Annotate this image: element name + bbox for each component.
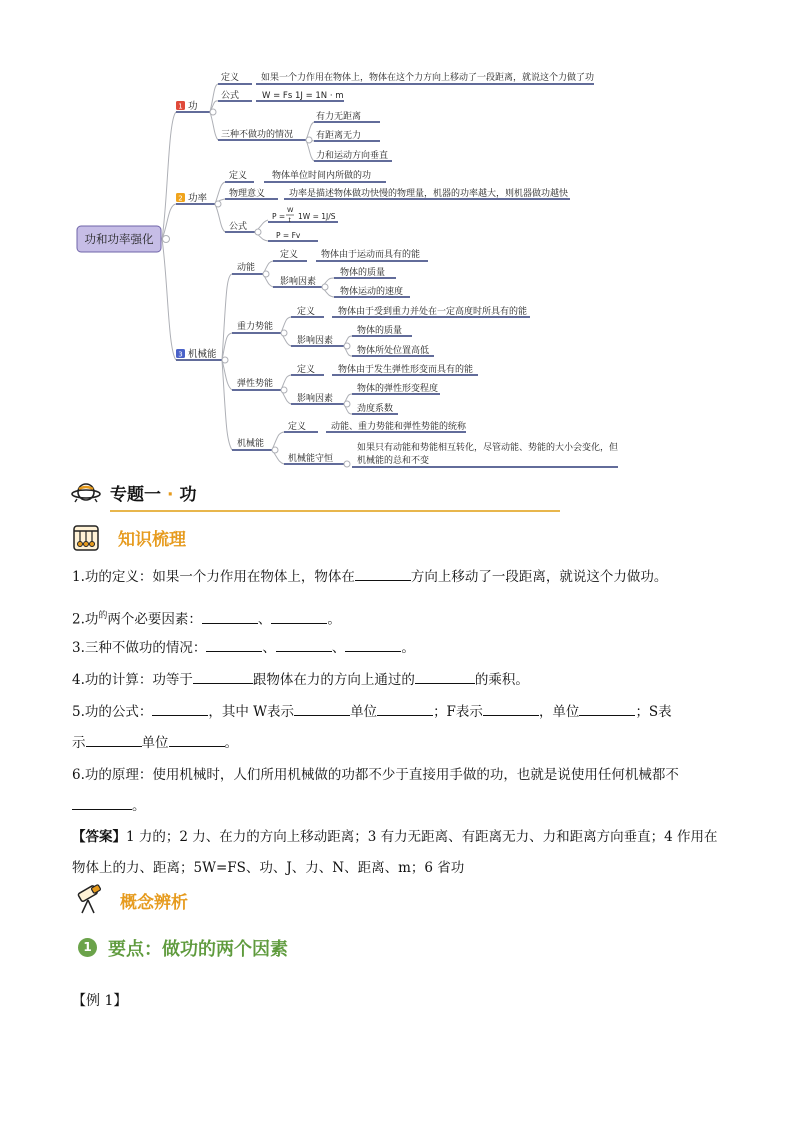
- kinetic-def-text: 物体由于运动而具有的能: [321, 250, 421, 260]
- mech-def-text: 动能、重力势能和弹性势能的统称: [331, 422, 467, 432]
- blank: [276, 637, 332, 652]
- gravity-label: 重力势能: [237, 322, 274, 332]
- b1-cases-label: 三种不做功的情况: [221, 130, 294, 140]
- blank: [579, 701, 635, 716]
- blank: [206, 637, 262, 652]
- telescope-icon: [72, 884, 104, 916]
- question-6: 6.功的原理：使用机械时，人们所用机械做的功都不少于直接用手做的功，也就是说使用任何机械都不 。: [72, 767, 679, 814]
- mech-def-label: 定义: [288, 422, 307, 432]
- b2-def-text: 物体单位时间内所做的功: [272, 171, 372, 181]
- b2-formula2: P = Fv: [276, 231, 301, 240]
- blank: [169, 732, 225, 747]
- abacus-icon: [72, 524, 100, 552]
- concept-title: 概念辨析: [120, 893, 188, 913]
- topic-title: 专题一: [110, 485, 161, 505]
- blank: [72, 795, 132, 810]
- answer-label: 【答案】: [72, 829, 126, 845]
- b2-formula1-num: W: [287, 206, 294, 214]
- topic-header: [70, 476, 570, 510]
- question-1: 1.功的定义：如果一个力作用在物体上，物体在 方向上移动了一段距离，就说这个力做功。: [72, 562, 724, 593]
- blank: [294, 701, 350, 716]
- svg-text:1: 1: [178, 102, 183, 111]
- blank: [202, 609, 258, 624]
- question-2: 2.功$^的$两个必要因素： 、 。: [72, 601, 724, 636]
- b1-def-text: 如果一个力作用在物体上，物体在这个力方向上移动了一段距离，就说这个力做了功: [261, 73, 595, 83]
- elastic-def-label: 定义: [297, 365, 316, 375]
- planet-icon: [70, 478, 102, 508]
- gravity-factor-label: 影响因素: [297, 336, 334, 346]
- elastic-def-text: 物体由于发生弹性形变而具有的能: [338, 365, 474, 375]
- question-4: 4.功的计算：功等于 跟物体在力的方向上通过的 的乘积。: [72, 665, 724, 696]
- mech-label: 机械能: [237, 439, 265, 449]
- b2-formula1-rest: 1W = 1J/S: [298, 212, 336, 221]
- kinetic-def-label: 定义: [280, 250, 299, 260]
- branch-2-label: 功率: [188, 193, 208, 204]
- knowledge-title: 知识梳理: [118, 530, 186, 550]
- elastic-factor-label: 影响因素: [297, 394, 334, 404]
- blank: [377, 701, 433, 716]
- branch-1-label: 功: [188, 101, 198, 112]
- kinetic-factor-1: 物体的质量: [340, 268, 386, 278]
- b2-def-label: 定义: [229, 171, 248, 181]
- gravity-factor-2: 物体所处位置高低: [357, 346, 430, 356]
- kinetic-factor-2: 物体运动的速度: [340, 287, 404, 297]
- blank: [271, 609, 327, 624]
- b2-formula1-lhs: P =: [272, 212, 286, 221]
- topic-divider: [110, 510, 560, 512]
- gravity-def-text: 物体由于受到重力并处在一定高度时所具有的能: [338, 307, 528, 317]
- mech-cons-label: 机械能守恒: [288, 454, 334, 464]
- gravity-factor-1: 物体的质量: [357, 326, 403, 336]
- point-number-badge: 1: [78, 938, 97, 957]
- b1-formula-text: W = Fs 1J = 1N · m: [262, 91, 344, 101]
- blank: [86, 732, 142, 747]
- blank: [345, 637, 401, 652]
- b1-case-1: 有力无距离: [316, 112, 362, 122]
- b1-formula-label: 公式: [221, 91, 240, 101]
- b2-formula1-den: t: [288, 216, 292, 224]
- mind-map: [0, 0, 794, 470]
- gravity-def-label: 定义: [297, 307, 316, 317]
- topic-dot: ·: [167, 485, 174, 505]
- elastic-label: 弹性势能: [237, 379, 274, 389]
- kinetic-factor-label: 影响因素: [280, 277, 317, 287]
- root-node-label: 功和功率强化: [84, 232, 154, 246]
- example-label: 【例 1】: [72, 993, 128, 1009]
- question-5: 5.功的公式： ，其中 W表示 单位 ；F表示 ，单位 ；S表 示 单位 。: [72, 697, 724, 759]
- elastic-factor-2: 劲度系数: [357, 404, 394, 414]
- blank: [483, 701, 539, 716]
- blank: [415, 669, 475, 684]
- blank: [193, 669, 253, 684]
- b2-formula-label: 公式: [229, 222, 248, 232]
- point-text: 要点：做功的两个因素: [108, 939, 288, 960]
- answer-text: 1 力的；2 力、在力的方向上移动距离；3 有力无距离、有距离无力、力和距离方向垂直；4 作用在物体上的力、距离；5W=FS、功、J、力、N、距离、m；6 省功: [72, 829, 718, 876]
- elastic-factor-1: 物体的弹性形变程度: [357, 384, 439, 394]
- blank: [152, 701, 208, 716]
- b1-case-2: 有距离无力: [316, 131, 362, 141]
- blank: [355, 566, 411, 581]
- answer-block: [72, 822, 724, 884]
- b2-meaning-label: 物理意义: [229, 189, 266, 199]
- topic-subtitle: 功: [179, 485, 197, 505]
- svg-text:3: 3: [178, 350, 183, 359]
- branch-3-label: 机械能: [188, 349, 217, 360]
- mech-cons-text-1: 如果只有动能和势能相互转化，尽管动能、势能的大小会变化，但: [357, 443, 619, 453]
- question-3: 3.三种不做功的情况： 、 、 。: [72, 633, 724, 664]
- b1-case-3: 力和运动方向垂直: [316, 151, 389, 161]
- kinetic-label: 动能: [237, 263, 256, 273]
- mech-cons-text-2: 机械能的总和不变: [357, 456, 430, 466]
- b1-def-label: 定义: [221, 73, 240, 83]
- b2-meaning-text: 功率是描述物体做功快慢的物理量，机器的功率越大，则机器做功越快: [289, 189, 569, 199]
- svg-text:2: 2: [178, 194, 183, 203]
